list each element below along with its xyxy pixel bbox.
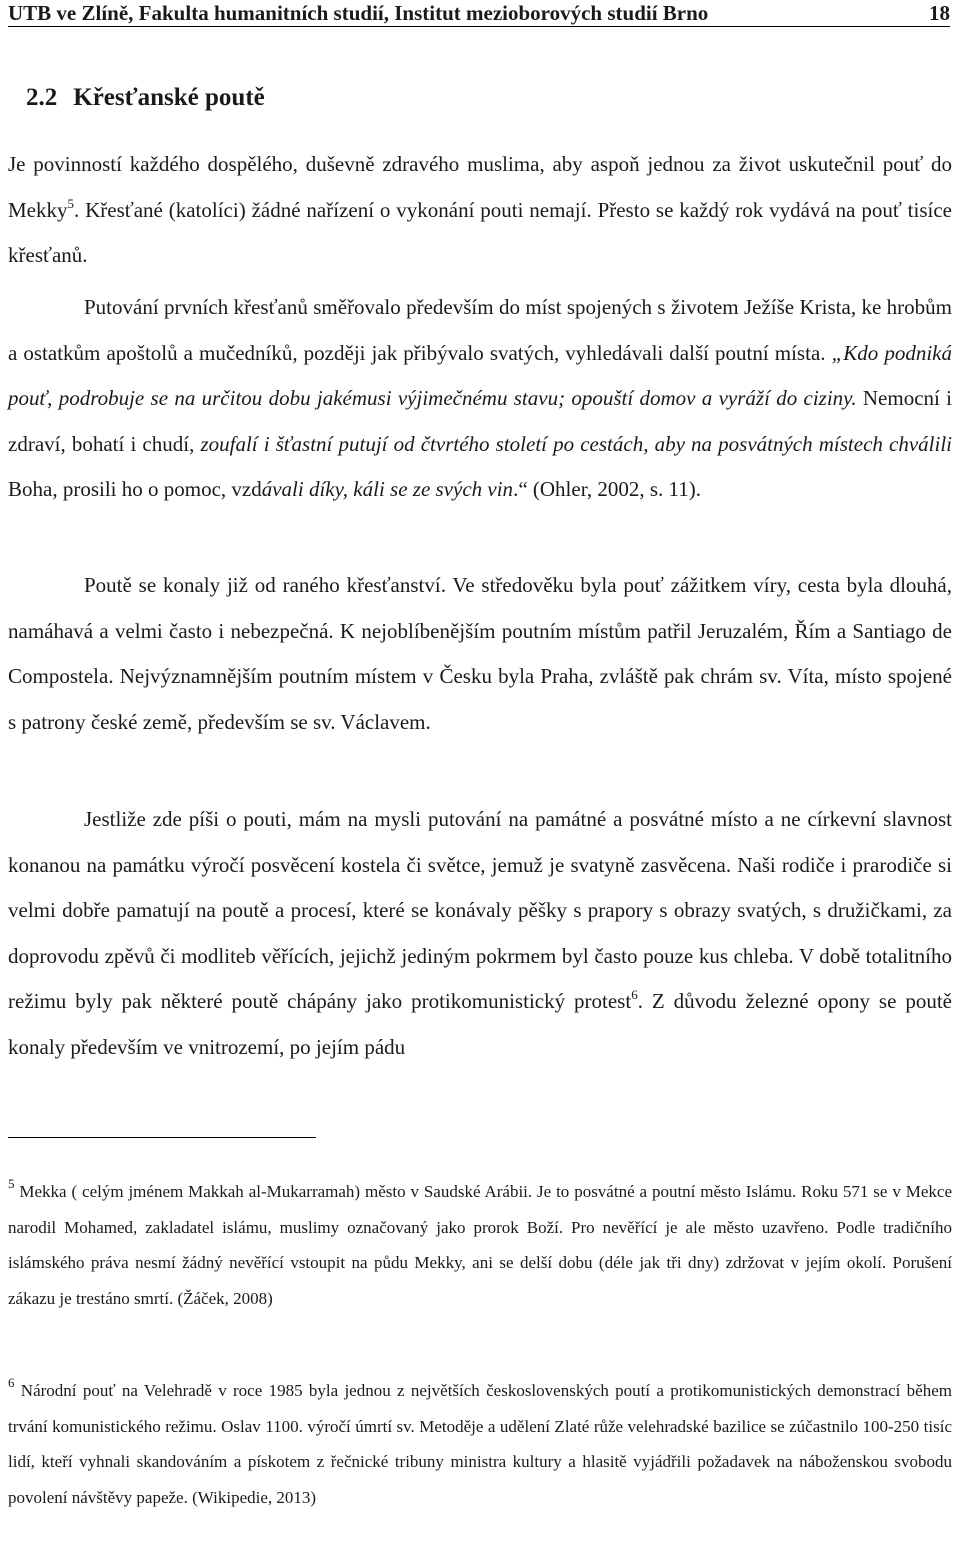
section-heading — [26, 84, 265, 112]
paragraph-4-text-cont: . Z důvodu železné opony se poutě konaly především ve vnitrozemí, po jejím pádu — [8, 989, 953, 1059]
quote-ohler: „Kdo podniká pouť, podrobuje se na určitou dobu jakémusi výjimečnému stavu; opouští domov a vyráží do ciziny. — [8, 340, 952, 410]
footnote-ref-5[interactable]: 5 — [67, 195, 74, 211]
quote-ohler-end: ávali díky, káli se ze svých vin — [261, 477, 514, 501]
footnote-number: 6 — [8, 1375, 15, 1390]
page-number: 18 — [929, 1, 950, 25]
section-title: Křesťanské poutě — [73, 84, 265, 111]
footnote-text: Národní pouť na Velehradě v roce 1985 byla jednou z největších československých poutí a protikomunistických demonstrací během trvání komunistického režimu. Oslav 1100. výročí úmrtí sv. Metoděje a udělení Zlaté růže velehradské bazilice se zúčastnilo 100-250 tisíc lidí, kteří vyhnali skandováním a pískotem z řečnické tribuny ministra kultury a hlasitě vyjádřili požadavek na náboženskou svobodu povolení návštěvy papeže. (Wikipedie, 2013) — [8, 1381, 952, 1507]
citation-ohler: .“ (Ohler, 2002, s. 11). — [513, 477, 701, 501]
paragraph-4-text: Jestliže zde píši o pouti, mám na mysli putování na památné a posvátné místo a ne církevní slavnost konanou na památku výročí posvěcení kostela či světce, jemuž je svatyně zasvěcena. Naši rodiče i prarodiče si velmi dobře pamatují na poutě a procesí, které se konávaly pěšky s prapory s obrazy svatých, s družičkami, za doprovodu zpěvů či modliteb věřících, jejichž jediným pokrmem byl často pouze kus chleba. V době totalitního režimu byly pak některé poutě chápány jako protikomunistický protest — [8, 807, 952, 1013]
footnote-text: Mekka ( celým jménem Makkah al-Mukarramah) město v Saudské Arábii. Je to posvátné a poutní město Islámu. Roku 571 se v Mekce narodil Mohamed, zakladatel islámu, muslimy označovaný jako prorok Boží. Pro nevěřící je ale město uzavřeno. Podle tradičního islámského práva nesmí žádný nevěřící vstoupit na půdu Mekky, ani se delší dobu (déle jak tři dny) zdržovat v jejím okolí. Porušení zákazu je trestáno smrtí. (Žáček, 2008) — [8, 1182, 952, 1308]
footnote-separator — [8, 1137, 316, 1138]
paragraph-2-text-cont2: Boha, prosili ho o pomoc, vzd — [8, 477, 262, 501]
footnote-number: 5 — [8, 1176, 15, 1191]
footnote-5 — [8, 1174, 952, 1316]
running-header — [8, 0, 950, 27]
paragraph-2 — [8, 285, 952, 513]
footnote-ref-6[interactable]: 6 — [631, 987, 638, 1002]
paragraph-1-text: Je povinností každého dospělého, duševně zdravého muslima, aby aspoň jednou za život uskutečnil pouť do Mekky — [8, 152, 952, 222]
paragraph-3: Poutě se konaly již od raného křesťanství. Ve středověku byla pouť zážitkem víry, cesta byla dlouhá, namáhavá a velmi často i nebezpečná. K nejoblíbenějším poutním místům patřil Jeruzalém, Řím a Santiago de Compostela. Nejvýznamnějším poutním místem v Česku byla Praha, zvláště pak chrám sv. Víta, místo spojené s patrony české země, především se sv. Václavem. — [8, 573, 952, 734]
quote-ohler-cont: zoufalí i šťastní putují od čtvrtého století po cestách, aby na posvátných místech chválili — [200, 431, 952, 456]
header-institution: UTB ve Zlíně, Fakulta humanitních studií, Institut mezioborových studií Brno — [8, 1, 709, 25]
footnote-6 — [8, 1373, 952, 1515]
section-number: 2.2 — [26, 84, 58, 111]
paragraph-1 — [8, 142, 952, 279]
paragraph-2-text: Putování prvních křesťanů směřovalo především do míst spojených s životem Ježíše Krista, ke hrobům a ostatkům apoštolů a mučedníků, později jak přibývalo svatých, vyhledávali další poutní místa. — [8, 295, 952, 365]
paragraph-4 — [8, 797, 952, 1070]
paragraph-1-text-cont: . Křesťané (katolíci) žádné nařízení o vykonání pouti nemají. Přesto se každý rok vydává na pouť tisíce křesťanů. — [8, 197, 952, 267]
paragraph-2-text-cont: Nemocní i zdraví, bohatí i chudí, — [8, 386, 953, 456]
